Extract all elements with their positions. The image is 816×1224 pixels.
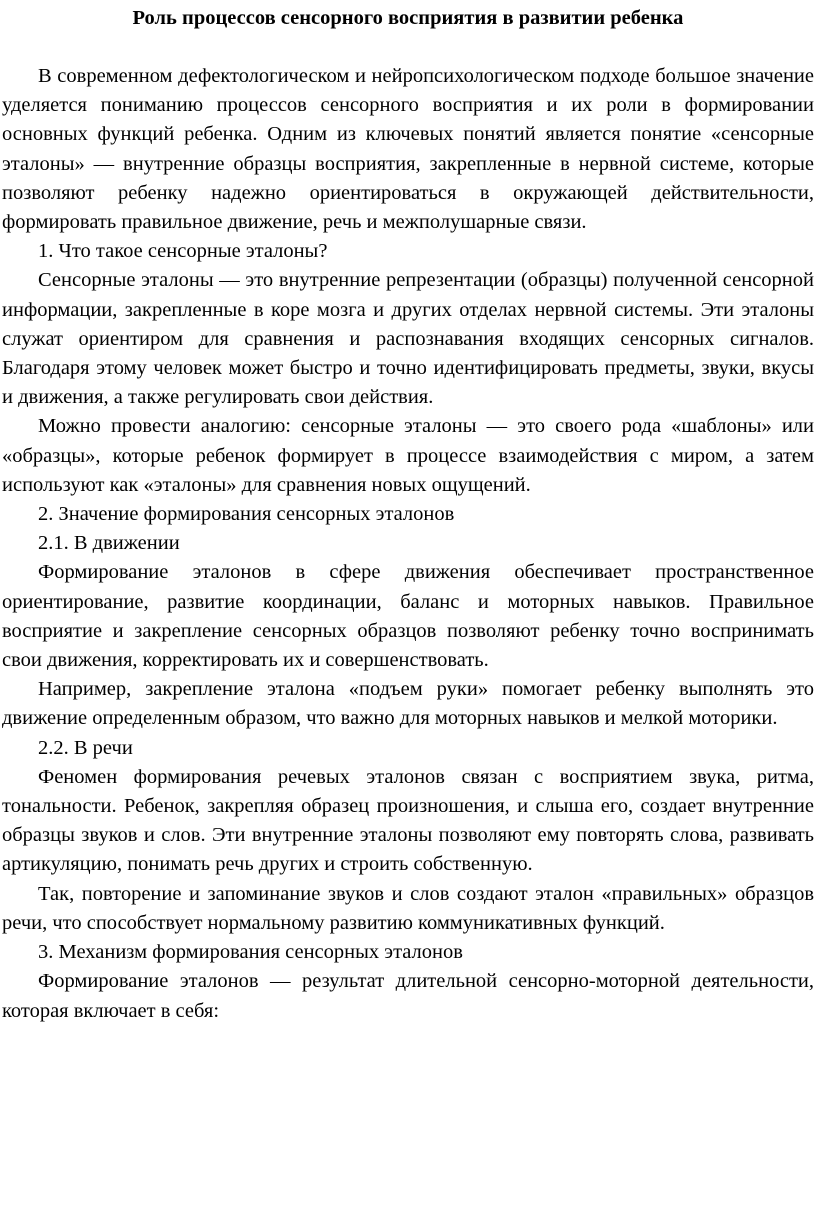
paragraph-analogy: Можно провести аналогию: сенсорные эталоны — это своего рода «шаблоны» или «образцы», которые ребенок формирует в процессе взаимодействия с миром, а затем используют как «эталоны» для сравнения новых ощущений. bbox=[2, 415, 814, 496]
paragraph-movement-example: Например, закрепление эталона «подъем руки» помогает ребенку выполнять это движение определенным образом, что важно для моторных навыков и мелкой моторики. bbox=[2, 678, 814, 730]
paragraph-intro: В современном дефектологическом и нейропсихологическом подходе большое значение уделяется пониманию процессов сенсорного восприятия и их роли в формировании основных функций ребенка. Одним из ключевых понятий является понятие «сенсорные эталоны» — внутренние образцы восприятия, закрепленные в нервной системе, которые позволяют ребенку надежно ориентироваться в окружающей действительности, формировать правильное движение, речь и межполушарные связи. bbox=[2, 65, 814, 234]
subsection-heading-2-2: 2.2. В речи bbox=[38, 736, 133, 759]
section-heading-3: 3. Механизм формирования сенсорных эталонов bbox=[38, 941, 463, 964]
paragraph-mechanism: Формирование эталонов — результат длительной сенсорно-моторной деятельности, которая включает в себя: bbox=[2, 970, 814, 1022]
subsection-heading-2-1: 2.1. В движении bbox=[38, 532, 180, 555]
document-title: Роль процессов сенсорного восприятия в развитии ребенка bbox=[132, 7, 684, 29]
paragraph-speech-example: Так, повторение и запоминание звуков и слов создают эталон «правильных» образцов речи, что способствует нормальному развитию коммуникативных функций. bbox=[2, 882, 814, 934]
paragraph-movement: Формирование эталонов в сфере движения обеспечивает пространственное ориентирование, развитие координации, баланс и моторных навыков. Правильное восприятие и закрепление сенсорных образцов позволяют ребенку точно воспринимать свои движения, корректировать их и совершенствовать. bbox=[2, 561, 814, 672]
section-heading-1: 1. Что такое сенсорные эталоны? bbox=[38, 240, 328, 263]
section-heading-2: 2. Значение формирования сенсорных эталонов bbox=[38, 503, 455, 526]
paragraph-definition: Сенсорные эталоны — это внутренние репрезентации (образцы) полученной сенсорной информации, закрепленные в коре мозга и других отделах нервной системы. Эти эталоны служат ориентиром для сравнения и распознавания входящих сенсорных сигналов. Благодаря этому человек может быстро и точно идентифицировать предметы, звуки, вкусы и движения, а также регулировать свои действия. bbox=[2, 269, 814, 409]
paragraph-speech: Феномен формирования речевых эталонов связан с восприятием звука, ритма, тональности. Ребенок, закрепляя образец произношения, и слыша его, создает внутренние образцы звуков и слов. Эти внутренние эталоны позволяют ему повторять слова, развивать артикуляцию, понимать речь других и строить собственную. bbox=[2, 765, 814, 876]
